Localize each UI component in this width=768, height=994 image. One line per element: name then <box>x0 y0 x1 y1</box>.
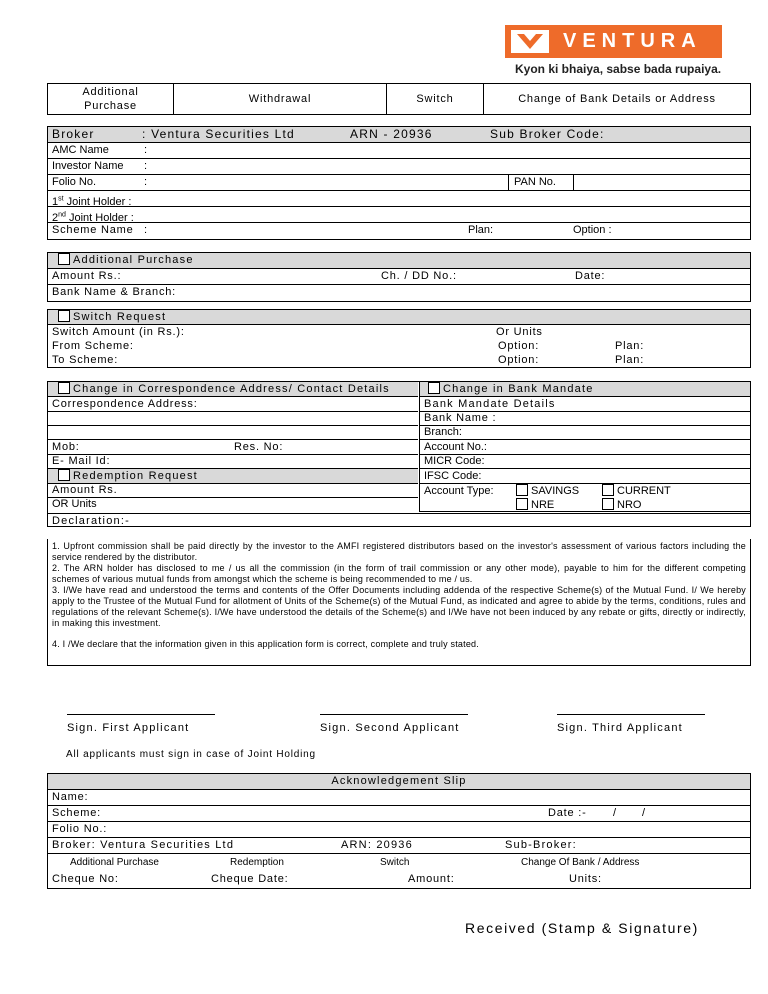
account-type-row <box>420 484 750 512</box>
switch-request-title: Switch Request <box>73 311 167 323</box>
folio-row[interactable] <box>48 175 750 191</box>
switch-amount-row[interactable] <box>48 325 750 339</box>
scheme-name-row[interactable] <box>48 223 750 239</box>
joint-holding-note: All applicants must sign in case of Joint Holding <box>66 749 316 760</box>
sub-broker-code-label: Sub Broker Code: <box>490 127 605 141</box>
cheque-dd-label: Ch. / DD No.: <box>381 270 457 282</box>
to-option-label: Option: <box>498 354 540 366</box>
broker-row <box>48 127 750 143</box>
bank-mandate-details-row <box>420 397 750 412</box>
switch-amount-label: Switch Amount (in Rs.): <box>52 326 185 338</box>
broker-arn: ARN - 20936 <box>350 127 433 141</box>
sign-third-applicant-label: Sign. Third Applicant <box>557 722 683 734</box>
ack-option-redemption[interactable]: Redemption <box>230 857 284 868</box>
tab-switch: Switch <box>416 93 454 105</box>
address-line-2[interactable] <box>48 412 418 426</box>
joint-holder-1-label: 1st Joint Holder : <box>52 195 132 208</box>
address-change-title: Change in Correspondence Address/ Contact Details <box>73 383 390 395</box>
declaration-title: Declaration:- <box>48 513 750 528</box>
ack-cheque-row[interactable] <box>48 872 750 888</box>
ack-date-separator: / <box>613 807 617 819</box>
bank-mandate-checkbox[interactable] <box>428 382 440 394</box>
micr-row[interactable] <box>420 455 750 469</box>
address-bank-section <box>47 381 751 527</box>
scheme-name-label: Scheme Name <box>52 224 134 236</box>
ifsc-row[interactable] <box>420 469 750 484</box>
joint-holder-2-row[interactable] <box>48 207 750 223</box>
additional-purchase-section <box>47 252 751 302</box>
email-label: E- Mail Id: <box>52 455 111 467</box>
nro-checkbox[interactable] <box>602 498 614 510</box>
purchase-amount-label: Amount Rs.: <box>52 270 122 282</box>
micr-label: MICR Code: <box>424 455 485 467</box>
ack-broker-row <box>48 838 750 854</box>
ack-option-purchase[interactable]: Additional Purchase <box>70 857 159 868</box>
acknowledgement-title: Acknowledgement Slip <box>48 774 750 790</box>
ack-scheme-label: Scheme: <box>52 807 102 819</box>
colon: : <box>144 144 148 156</box>
bank-name-label: Bank Name : <box>424 412 497 424</box>
tab-withdrawal: Withdrawal <box>248 93 312 105</box>
nre-checkbox[interactable] <box>516 498 528 510</box>
from-plan-label: Plan: <box>615 340 645 352</box>
additional-purchase-title: Additional Purchase <box>73 254 194 266</box>
mobile-label: Mob: <box>52 441 80 453</box>
declaration-point-1: 1. Upfront commission shall be paid directly by the investor to the AMFI registered distributors based on the investor's assessment of various factors including the service rendered by the distributor. <box>52 541 746 562</box>
address-change-checkbox[interactable] <box>58 382 70 394</box>
signature-line-first[interactable] <box>67 714 215 715</box>
ack-name-label: Name: <box>52 791 89 803</box>
to-scheme-row[interactable] <box>48 353 750 367</box>
from-option-label: Option: <box>498 340 540 352</box>
ack-cheque-no-label: Cheque No: <box>52 873 119 885</box>
ventura-logo <box>505 25 722 58</box>
investor-name-row[interactable] <box>48 159 750 175</box>
joint-holder-1-row[interactable] <box>48 191 750 207</box>
amc-name-row[interactable] <box>48 143 750 159</box>
bank-mandate-column <box>420 382 750 512</box>
account-no-row[interactable] <box>420 440 750 455</box>
signature-line-second[interactable] <box>320 714 468 715</box>
address-column <box>48 382 418 512</box>
residence-phone-label: Res. No: <box>234 441 284 453</box>
to-plan-label: Plan: <box>615 354 645 366</box>
colon: : <box>144 224 148 236</box>
sign-second-applicant-label: Sign. Second Applicant <box>320 722 460 734</box>
ack-arn-label: ARN: 20936 <box>341 839 413 851</box>
ack-option-bank-address[interactable]: Change Of Bank / Address <box>521 857 640 868</box>
nro-option[interactable] <box>602 498 641 512</box>
investor-details-section <box>47 126 751 240</box>
ifsc-label: IFSC Code: <box>424 470 482 482</box>
redemption-amount-row[interactable] <box>48 484 418 498</box>
option-label: Option : <box>573 224 612 236</box>
purchase-amount-row[interactable] <box>48 269 750 285</box>
bank-name-branch-label: Bank Name & Branch: <box>52 286 177 298</box>
bank-mandate-details-label: Bank Mandate Details <box>424 398 556 410</box>
redemption-units-label: OR Units <box>52 498 97 510</box>
declaration-point-2: 2. The ARN holder has disclosed to me / us all the commission (in the form of trail commission or any other mode), payable to him for the different competing schemes of various mutual funds from amongst which the scheme is being recommended to me / us. <box>52 563 746 584</box>
from-scheme-label: From Scheme: <box>52 340 134 352</box>
address-change-header[interactable] <box>48 382 418 397</box>
current-label: CURRENT <box>617 485 671 497</box>
to-scheme-label: To Scheme: <box>52 354 119 366</box>
amc-name-label: AMC Name <box>52 144 109 156</box>
switch-request-section <box>47 309 751 368</box>
savings-label: SAVINGS <box>531 485 580 497</box>
ack-broker-label: Broker: Ventura Securities Ltd <box>52 839 235 851</box>
plan-label: Plan: <box>468 224 494 236</box>
ack-folio-label: Folio No.: <box>52 823 108 835</box>
branch-row[interactable] <box>420 426 750 440</box>
current-option[interactable] <box>602 484 671 498</box>
received-stamp-label: Received (Stamp & Signature) <box>465 920 699 936</box>
ack-options-row <box>48 854 750 872</box>
ack-scheme-row[interactable] <box>48 806 750 822</box>
transaction-type-header <box>47 83 751 115</box>
declaration-text <box>47 539 751 666</box>
bank-name-row[interactable] <box>420 412 750 426</box>
investor-name-label: Investor Name <box>52 160 124 172</box>
redemption-header[interactable] <box>48 469 418 484</box>
from-scheme-row[interactable] <box>48 339 750 353</box>
purchase-date-label: Date: <box>575 270 606 282</box>
ack-date-label: Date :- <box>548 807 587 819</box>
declaration-point-4: 4. I /We declare that the information given in this application form is correct, complete and truly stated. <box>52 639 479 649</box>
brand-name: VENTURA <box>563 30 702 52</box>
broker-label: Broker <box>52 127 95 141</box>
nro-label: NRO <box>617 499 642 511</box>
current-checkbox[interactable] <box>602 484 614 496</box>
redemption-units-row[interactable] <box>48 498 418 512</box>
ack-sub-broker-label: Sub-Broker: <box>505 839 577 851</box>
ack-amount-label: Amount: <box>408 873 455 885</box>
nre-label: NRE <box>531 499 555 511</box>
savings-checkbox[interactable] <box>516 484 528 496</box>
nre-option[interactable] <box>516 498 554 512</box>
pan-label: PAN No. <box>514 176 556 188</box>
branch-label: Branch: <box>424 426 462 438</box>
brand-tagline: Kyon ki bhaiya, sabse bada rupaiya. <box>515 62 722 76</box>
joint-holder-2-label: 2nd Joint Holder : <box>52 211 134 224</box>
ack-name-row[interactable] <box>48 790 750 806</box>
redemption-amount-label: Amount Rs. <box>52 484 118 496</box>
tab-change-bank-address: Change of Bank Details or Address <box>518 93 716 105</box>
switch-request-checkbox[interactable] <box>58 310 70 322</box>
account-type-label: Account Type: <box>424 485 494 497</box>
correspondence-address-row[interactable] <box>48 397 418 412</box>
email-row[interactable] <box>48 455 418 469</box>
signature-line-third[interactable] <box>557 714 705 715</box>
colon: : <box>144 160 148 172</box>
ack-date-separator: / <box>642 807 646 819</box>
tab-additional-purchase: Additional Purchase <box>82 86 139 112</box>
address-line-3[interactable] <box>48 426 418 440</box>
bank-mandate-title: Change in Bank Mandate <box>443 383 594 395</box>
mobile-row[interactable] <box>48 440 418 455</box>
acknowledgement-slip <box>47 773 751 889</box>
ack-folio-row[interactable] <box>48 822 750 838</box>
ventura-logo-mark-icon <box>511 30 549 53</box>
redemption-title: Redemption Request <box>73 470 198 482</box>
additional-purchase-header[interactable] <box>48 253 750 269</box>
ack-units-label: Units: <box>569 873 602 885</box>
switch-request-header[interactable] <box>48 310 750 325</box>
declaration-point-3: 3. I/We have read and understood the terms and contents of the Offer Documents including addenda of the respective Scheme(s) of the Mutual Fund. I/ We hereby apply to the Trustee of the Mutual Fund for allotment of Units of the Scheme(s) of the Mutual Fund, as indicated and agree to abide by the terms, conditions, rules and regulations of the relevant Scheme(s). I/We have understood the details of the Scheme(s) and I/We have not been induced by any rebate or gifts, directly or indirectly, in making this investment. <box>52 585 746 628</box>
correspondence-address-label: Correspondence Address: <box>52 398 198 410</box>
sign-first-applicant-label: Sign. First Applicant <box>67 722 190 734</box>
colon: : <box>144 176 148 188</box>
ack-option-switch[interactable]: Switch <box>380 857 410 868</box>
bank-name-row[interactable] <box>48 285 750 301</box>
ack-cheque-date-label: Cheque Date: <box>211 873 289 885</box>
savings-option[interactable] <box>516 484 579 498</box>
account-no-label: Account No.: <box>424 441 487 453</box>
additional-purchase-checkbox[interactable] <box>58 253 70 265</box>
bank-mandate-header[interactable] <box>420 382 750 397</box>
redemption-checkbox[interactable] <box>58 469 70 481</box>
broker-value: : Ventura Securities Ltd <box>142 127 295 141</box>
folio-label: Folio No. <box>52 176 97 188</box>
or-units-label: Or Units <box>496 326 543 338</box>
